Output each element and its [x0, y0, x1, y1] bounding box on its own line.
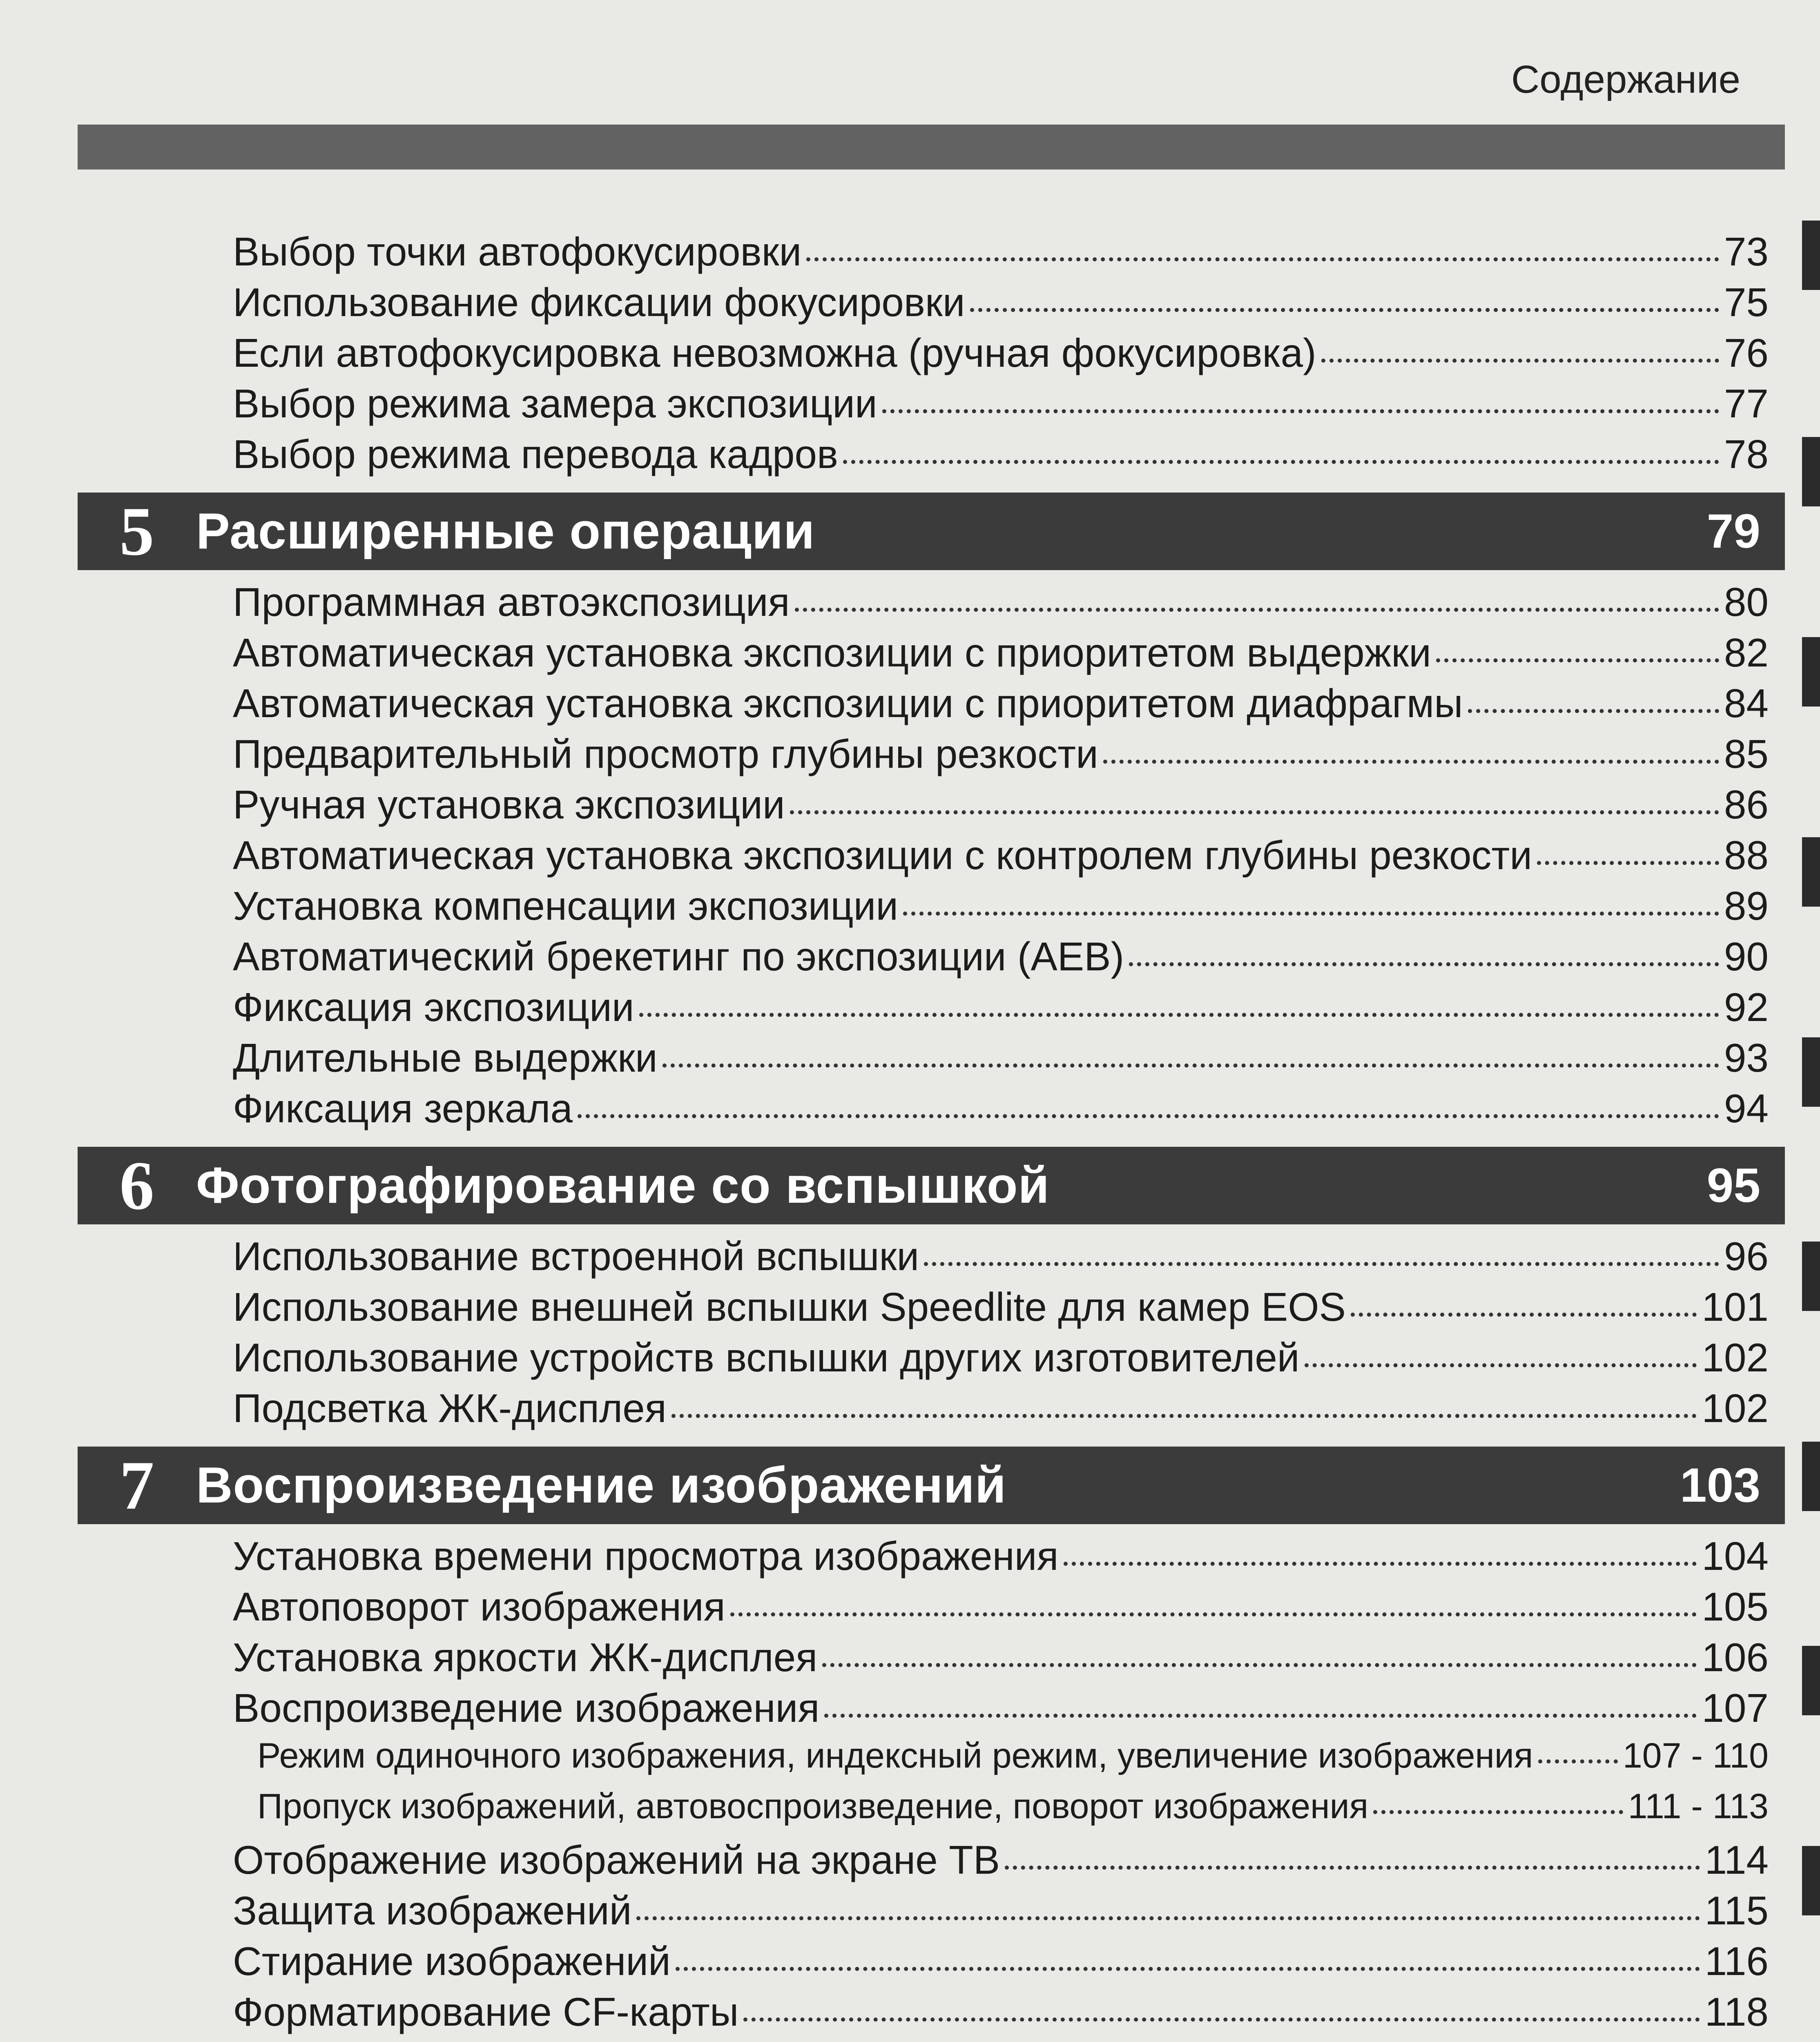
dot-leader: [671, 1414, 1697, 1418]
dot-leader: [676, 1967, 1700, 1971]
toc-entry-label: Отображение изображений на экране ТВ: [233, 1837, 1000, 1882]
toc-entry-label: Автоповорот изображения: [233, 1584, 725, 1629]
toc-entry: [233, 1035, 1769, 1086]
toc-entry-label: Если автофокусировка невозможна (ручная фокусировка): [233, 330, 1316, 375]
toc-entry: [233, 330, 1769, 381]
toc-entry: [233, 1533, 1769, 1584]
toc-entry: [233, 1938, 1769, 1989]
toc-entry: [233, 832, 1769, 883]
toc-entry-label: Выбор режима замера экспозиции: [233, 381, 877, 426]
dot-leader: [882, 409, 1719, 413]
toc-entry: [233, 1385, 1769, 1436]
dot-leader: [1005, 1866, 1700, 1870]
toc-entry-page: 96: [1724, 1234, 1769, 1279]
toc-entry-label: Предварительный просмотр глубины резкости: [233, 731, 1098, 776]
chapter-title: Воспроизведение изображений: [196, 1457, 1007, 1514]
toc-entry: [233, 1837, 1769, 1888]
dot-leader: [903, 912, 1719, 916]
dot-leader: [1436, 658, 1719, 662]
side-tab: [1802, 1442, 1820, 1511]
toc-entry-label: Подсветка ЖК-дисплея: [233, 1386, 667, 1431]
toc-entry: [233, 1685, 1769, 1736]
toc-entry-label: Защита изображений: [233, 1888, 632, 1933]
toc-entry-label: Форматирование CF-карты: [233, 1989, 739, 2034]
toc-entry-label: Использование внешней вспышки Speedlite для камер EOS: [233, 1284, 1346, 1329]
dot-leader: [662, 1063, 1719, 1068]
toc-entry-page: 77: [1724, 381, 1769, 426]
side-tab: [1802, 1242, 1820, 1311]
toc-entry-label: Пропуск изображений, автовоспроизведение, поворот изображения: [257, 1787, 1369, 1826]
chapter-header: [78, 493, 1785, 570]
toc-entry-page: 80: [1724, 580, 1769, 624]
toc-entry-page: 76: [1724, 330, 1769, 375]
toc-entry-page: 118: [1704, 1989, 1769, 2034]
toc-entry-label: Программная автоэкспозиция: [233, 580, 790, 624]
dot-leader: [1129, 962, 1719, 966]
chapter-page: 95: [1706, 1159, 1760, 1213]
toc-entry-page: 78: [1724, 432, 1769, 477]
toc-entry-page: 75: [1724, 280, 1769, 325]
dot-leader: [790, 810, 1719, 814]
dot-leader: [970, 308, 1719, 312]
toc-entry-label: Ручная установка экспозиции: [233, 782, 785, 827]
toc-entry-label: Режим одиночного изображения, индексный режим, увеличение изображения: [257, 1736, 1533, 1775]
toc-entry: [233, 1284, 1769, 1335]
toc-entry-label: Установка яркости ЖК-дисплея: [233, 1635, 818, 1680]
dot-leader: [1064, 1562, 1697, 1566]
side-tab: [1802, 221, 1820, 290]
toc-entry: [233, 1335, 1769, 1385]
toc-entry-page: 102: [1702, 1386, 1769, 1431]
toc-entry-label: Фиксация экспозиции: [233, 985, 634, 1030]
toc-entry-page: 88: [1724, 833, 1769, 878]
toc-entry: [233, 1989, 1769, 2040]
toc-entry-page: 90: [1724, 934, 1769, 979]
toc-entry-label: Фиксация зеркала: [233, 1086, 573, 1131]
chapter-page: 103: [1680, 1458, 1760, 1512]
toc-entry-label: Стирание изображений: [233, 1939, 671, 1984]
dot-leader: [639, 1013, 1719, 1017]
page-title: Содержание: [1511, 58, 1741, 101]
header-rule: [78, 125, 1785, 169]
toc-entry: [233, 279, 1769, 330]
dot-leader: [1537, 861, 1719, 865]
toc-entry-page: 104: [1702, 1534, 1769, 1578]
toc-entry: [257, 1736, 1769, 1786]
toc-entry-label: Выбор режима перевода кадров: [233, 432, 839, 477]
toc-entry-label: Установка времени просмотра изображения: [233, 1534, 1059, 1578]
toc-entry-page: 101: [1702, 1284, 1769, 1329]
toc-entry-page: 73: [1724, 229, 1769, 274]
toc-entry-page: 107: [1702, 1685, 1769, 1730]
dot-leader: [822, 1663, 1697, 1667]
toc-entry-page: 115: [1704, 1888, 1769, 1933]
toc-entry-page: 94: [1724, 1086, 1769, 1131]
toc-entry: [233, 883, 1769, 934]
dot-leader: [1321, 359, 1719, 363]
toc-entry-page: 105: [1702, 1584, 1769, 1629]
chapter-page: 79: [1706, 504, 1760, 558]
toc-entry: [233, 934, 1769, 984]
toc-entry: [233, 1634, 1769, 1685]
toc-entry-label: Использование встроенной вспышки: [233, 1234, 919, 1279]
toc-entry: [233, 731, 1769, 782]
toc-entry-label: Воспроизведение изображения: [233, 1685, 820, 1730]
dot-leader: [1351, 1313, 1697, 1317]
dot-leader: [806, 257, 1719, 261]
dot-leader: [1468, 709, 1719, 713]
toc-entry-page: 86: [1724, 782, 1769, 827]
toc-entry: [233, 431, 1769, 482]
dot-leader: [924, 1262, 1719, 1266]
toc-entry-page: 84: [1724, 681, 1769, 726]
toc-entry: [233, 381, 1769, 431]
toc-entry: [233, 782, 1769, 832]
toc-entry: [257, 1786, 1769, 1837]
toc-entry-page: 82: [1724, 630, 1769, 675]
toc-entry: [233, 1233, 1769, 1284]
toc-entry-label: Автоматическая установка экспозиции с приоритетом выдержки: [233, 630, 1431, 675]
side-tab: [1802, 1846, 1820, 1915]
chapter-number: 5: [119, 493, 154, 570]
toc-entry-label: Выбор точки автофокусировки: [233, 229, 802, 274]
toc-entry-label: Автоматическая установка экспозиции с контролем глубины резкости: [233, 833, 1532, 878]
toc-entry-page: 93: [1724, 1035, 1769, 1080]
toc-entry-page: 92: [1724, 985, 1769, 1030]
toc-entry: [233, 1584, 1769, 1634]
chapter-header: [78, 1447, 1785, 1524]
toc-entry-page: 102: [1702, 1335, 1769, 1380]
dot-leader: [730, 1612, 1697, 1616]
toc-entry: [233, 1888, 1769, 1938]
chapter-number: 7: [119, 1447, 154, 1524]
dot-leader: [636, 1916, 1700, 1920]
dot-leader: [1373, 1810, 1623, 1814]
toc-entry-page: 116: [1704, 1939, 1769, 1984]
dot-leader: [743, 2017, 1700, 2022]
toc-entry: [233, 680, 1769, 731]
dot-leader: [1305, 1363, 1697, 1367]
chapter-title: Расширенные операции: [196, 503, 815, 560]
chapter-title: Фотографирование со вспышкой: [196, 1157, 1050, 1214]
toc-entry-page: 114: [1704, 1837, 1769, 1882]
dot-leader: [578, 1114, 1719, 1118]
toc-entry-label: Использование устройств вспышки других изготовителей: [233, 1335, 1300, 1380]
side-tab: [1802, 1037, 1820, 1107]
side-tab: [1802, 637, 1820, 707]
toc-entry-page: 89: [1724, 883, 1769, 928]
toc-entry-label: Использование фиксации фокусировки: [233, 280, 965, 325]
side-tab: [1802, 437, 1820, 506]
chapter-header: [78, 1147, 1785, 1224]
side-tab: [1802, 1646, 1820, 1715]
dot-leader: [1538, 1759, 1618, 1763]
dot-leader: [795, 608, 1719, 612]
table-of-contents: [78, 229, 1785, 2042]
dot-leader: [843, 460, 1719, 464]
toc-entry-page: 111 - 113: [1628, 1787, 1769, 1826]
toc-entry: [233, 229, 1769, 279]
dot-leader: [824, 1714, 1697, 1718]
toc-entry-page: 85: [1724, 731, 1769, 776]
dot-leader: [1103, 760, 1719, 764]
toc-entry-page: 106: [1702, 1635, 1769, 1680]
toc-entry-label: Автоматический брекетинг по экспозиции (AEB): [233, 934, 1124, 979]
toc-entry-label: Автоматическая установка экспозиции с приоритетом диафрагмы: [233, 681, 1463, 726]
toc-entry: [233, 984, 1769, 1035]
chapter-number: 6: [119, 1147, 154, 1224]
toc-entry-label: Установка компенсации экспозиции: [233, 883, 899, 928]
toc-entry: [233, 1086, 1769, 1136]
toc-entry: [233, 630, 1769, 680]
toc-entry: [233, 579, 1769, 630]
side-tab: [1802, 837, 1820, 907]
toc-entry-label: Длительные выдержки: [233, 1035, 658, 1080]
toc-entry-page: 107 - 110: [1622, 1736, 1769, 1775]
